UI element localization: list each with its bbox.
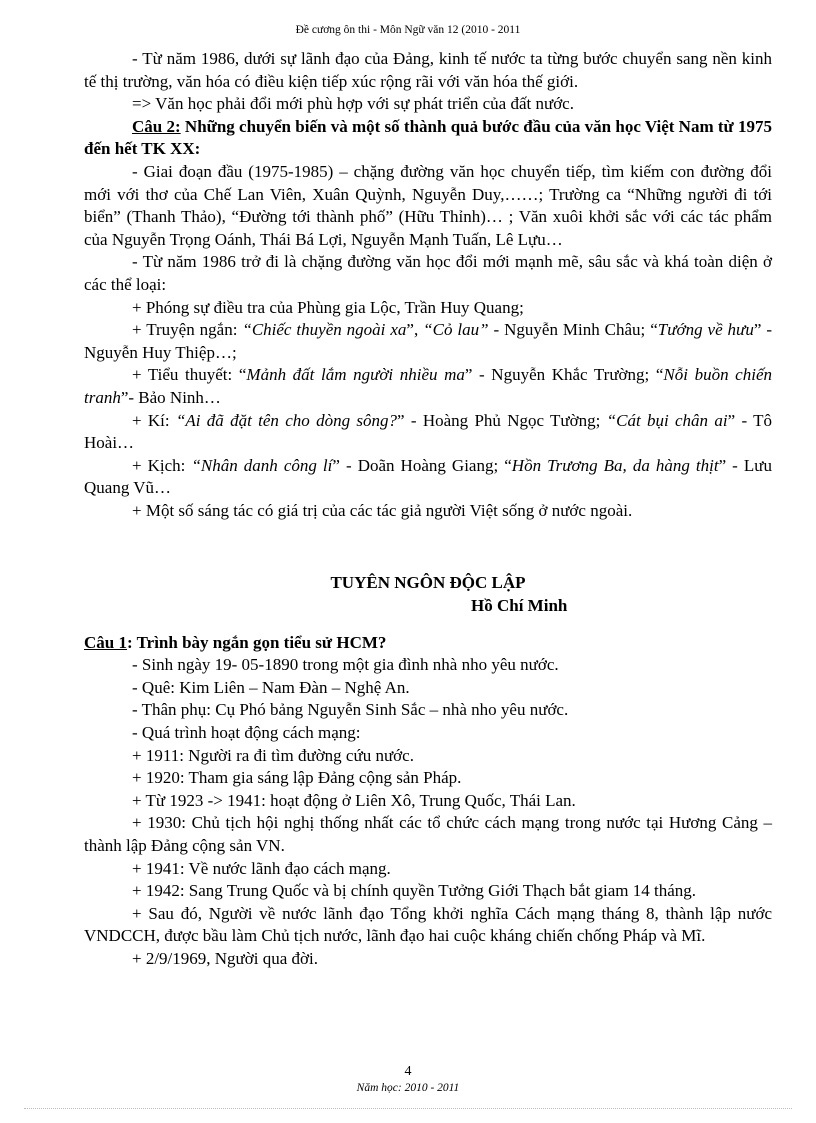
- cau2-item-overseas: + Một số sáng tác có giá trị của các tác giả người Việt sống ở nước ngoài.: [132, 500, 633, 520]
- cau1-heading: [84, 632, 772, 655]
- text-run: ” - Doãn Hoàng Giang; “: [332, 455, 512, 475]
- document-body: [84, 48, 772, 971]
- cau2-item-ki: [84, 410, 772, 455]
- text-run: ”- Bảo Ninh…: [120, 387, 221, 407]
- text-run: ” - Nguyễn Khắc Trường; “: [464, 365, 664, 385]
- section-author: Hồ Chí Minh: [471, 596, 568, 616]
- page-footer: Năm học: 2010 - 2011: [356, 1082, 460, 1094]
- cau1-item: - Quê: Kim Liên – Nam Đàn – Nghệ An.: [132, 677, 410, 697]
- cau1-label: Câu 1: [84, 632, 127, 652]
- cau2-item-kich: [84, 455, 772, 500]
- work-title: Tướng về hưu: [657, 320, 754, 340]
- work-title: “Ai đã đặt tên cho dòng sông?: [175, 410, 397, 430]
- cau2-paragraph-1: - Giai đoạn đầu (1975-1985) – chặng đường văn học chuyển tiếp, tìm kiếm con đường đổi mới với thơ của Chế Lan Viên, Xuân Quỳnh, Nguyễn Duy,……; Trường ca “Những người đi tới biển” (Thanh Thảo), “Đường tới thành phố” (Hữu Thỉnh)… ; Văn xuôi khởi sắc với các tác phẩm của Nguyễn Trọng Oánh, Thái Bá Lợi, Nguyễn Mạnh Tuấn, Lê Lựu…: [84, 161, 772, 249]
- intro-paragraph: - Từ năm 1986, dưới sự lãnh đạo của Đảng, kinh tế nước ta từng bước chuyển sang nền kinh tế thị trường, văn hóa có điều kiện tiếp xúc rộng rãi với văn hóa thế giới.: [84, 49, 772, 91]
- cau1-item: + 1911: Người ra đi tìm đường cứu nước.: [132, 745, 414, 765]
- cau2-item-phong-su: + Phóng sự điều tra của Phùng gia Lộc, Trần Huy Quang;: [132, 297, 524, 317]
- text-run: + Kí:: [132, 410, 176, 430]
- page-bottom-divider: [24, 1108, 792, 1109]
- page-header: Đề cương ôn thi - Môn Ngữ văn 12 (2010 - 2011: [295, 24, 521, 36]
- cau2-label: Câu 2:: [132, 116, 181, 136]
- cau1-item: - Thân phụ: Cụ Phó bảng Nguyễn Sinh Sắc – nhà nho yêu nước.: [132, 700, 569, 720]
- cau1-title: : Trình bày ngắn gọn tiểu sử HCM?: [126, 632, 387, 652]
- work-title: Nỗi buồn chiến tranh: [84, 365, 772, 407]
- text-run: + Tiểu thuyết: “: [132, 365, 247, 385]
- cau2-title: Những chuyển biến và một số thành quả bước đầu của văn học Việt Nam từ 1975 đến hết TK XX:: [84, 116, 772, 159]
- cau2-paragraph-2: - Từ năm 1986 trở đi là chặng đường văn học đổi mới mạnh mẽ, sâu sắc và khá toàn diện ở các thể loại:: [84, 252, 772, 294]
- cau2-item-truyen-ngan: [84, 319, 772, 364]
- cau1-item: + Sau đó, Người về nước lãnh đạo Tổng khởi nghĩa Cách mạng tháng 8, thành lập nước VNDCCH, được bầu làm Chủ tịch nước, lãnh đạo hai cuộc kháng chiến chống Pháp và Mĩ.: [84, 903, 772, 946]
- section-spacer-2: [84, 618, 772, 632]
- intro-conclusion: => Văn học phải đổi mới phù hợp với sự phát triển của đất nước.: [132, 94, 574, 114]
- work-title: “Cát bụi chân ai: [606, 410, 728, 430]
- cau1-item: + 2/9/1969, Người qua đời.: [132, 948, 318, 968]
- section-spacer: [84, 522, 772, 572]
- cau1-item: + 1920: Tham gia sáng lập Đảng cộng sản Pháp.: [132, 768, 462, 788]
- cau1-item: + 1942: Sang Trung Quốc và bị chính quyền Tưởng Giới Thạch bắt giam 14 tháng.: [132, 881, 697, 901]
- work-title: Hồn Trương Ba, da hàng thịt: [511, 455, 719, 475]
- cau1-item: - Sinh ngày 19- 05-1890 trong một gia đình nhà nho yêu nước.: [132, 655, 559, 675]
- text-run: + Truyện ngắn:: [132, 320, 243, 340]
- cau1-item: - Quá trình hoạt động cách mạng:: [132, 723, 361, 743]
- work-title: Mảnh đất lắm người nhiều ma: [246, 365, 465, 385]
- cau2-heading: [84, 116, 772, 161]
- text-run: ” - Nguyễn Huy Thiệp…;: [84, 320, 772, 362]
- work-title: “Chiếc thuyền ngoài xa: [242, 320, 407, 340]
- text-run: ” - Hoàng Phủ Ngọc Tường;: [397, 410, 607, 430]
- text-run: + Kịch:: [132, 455, 192, 475]
- cau1-item: + 1930: Chủ tịch hội nghị thống nhất các tổ chức cách mạng trong nước tại Hương Cảng – thành lập Đảng cộng sản VN.: [84, 813, 772, 855]
- text-run: - Nguyễn Minh Châu; “: [488, 320, 658, 340]
- page-number: 4: [404, 1064, 412, 1079]
- work-title: “Cỏ lau”: [423, 320, 489, 340]
- section-title: TUYÊN NGÔN ĐỘC LẬP: [330, 573, 526, 593]
- cau2-item-tieu-thuyet: [84, 364, 772, 409]
- work-title: “Nhân danh công lí: [191, 455, 333, 475]
- cau1-item: + 1941: Về nước lãnh đạo cách mạng.: [132, 858, 391, 878]
- text-run: ”,: [406, 320, 424, 340]
- cau1-item: + Từ 1923 -> 1941: hoạt động ở Liên Xô, Trung Quốc, Thái Lan.: [132, 790, 576, 810]
- text-run: ” - Tô Hoài…: [84, 410, 772, 453]
- text-run: ” - Lưu Quang Vũ…: [84, 455, 772, 498]
